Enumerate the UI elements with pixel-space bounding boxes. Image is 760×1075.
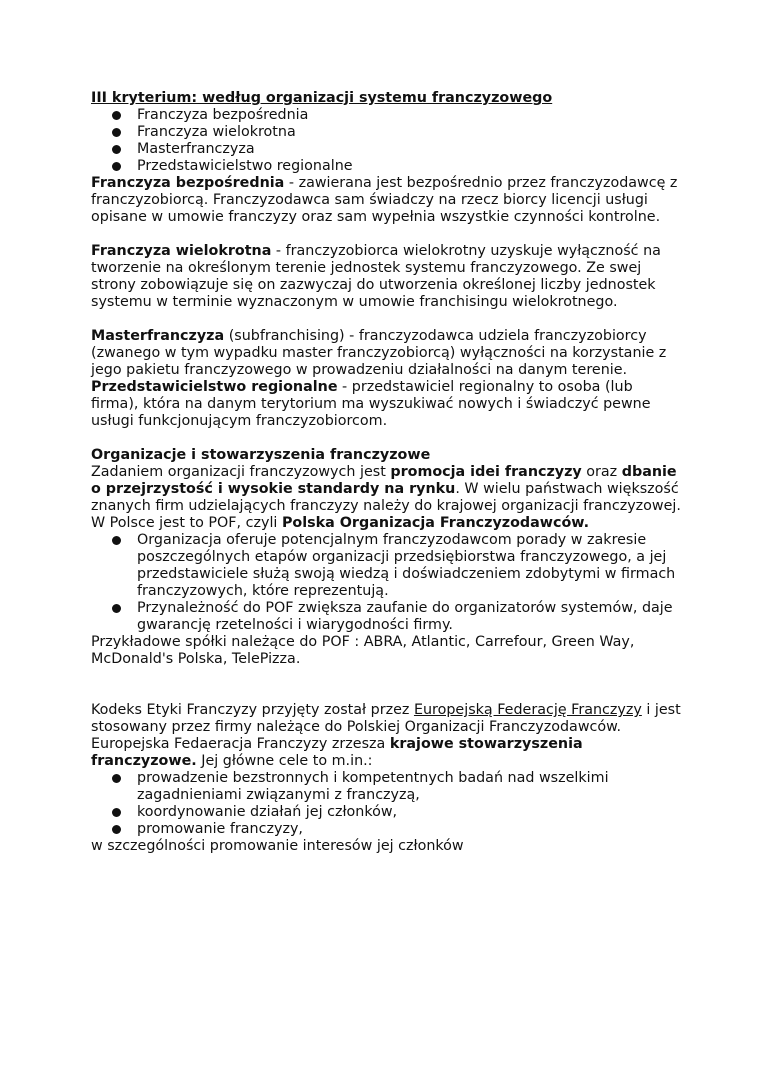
list-item: koordynowanie działań jej członków, xyxy=(91,804,681,821)
list-item: Franczyza bezpośrednia xyxy=(91,107,681,124)
list-item: Przynależność do POF zwiększa zaufanie do organizatorów systemów, daje gwarancję rzetelności i wiarygodności firmy. xyxy=(91,600,681,634)
list-item: prowadzenie bezstronnych i kompetentnych badań nad wszelkimi zagadnieniami związanymi z franczyzą, xyxy=(91,770,681,804)
bullet-icon xyxy=(112,111,121,120)
direct-franchise-paragraph: Franczyza bezpośrednia - zawierana jest bezpośrednio przez franczyzodawcę z franczyzobiorcą. Franczyzodawca sam świadczy na rzecz biorcy licencji usługi opisane w umowie franczyzy oraz sam wypełnia wszystkie czynności kontrolne. xyxy=(91,175,678,225)
master-franchise-paragraph: Masterfranczyza (subfranchising) - franczyzodawca udziela franczyzobiorcy (zwanego w tym wypadku master franczyzobiorcą) wyłączności na korzystanie z jego pakietu franczyzowego w prowadzeniu działalności na danym terenie. xyxy=(91,328,667,378)
list-item: Przedstawicielstwo regionalne xyxy=(91,158,681,175)
bullet-icon xyxy=(112,604,121,613)
ethics-goals-list xyxy=(91,770,681,838)
term-label: Masterfranczyza xyxy=(91,328,225,344)
bullet-icon xyxy=(112,145,121,154)
bullet-icon xyxy=(112,128,121,137)
regional-representation-paragraph: Przedstawicielstwo regionalne - przedstawiciel regionalny to osoba (lub firma), która na danym terytorium ma wyszukiwać nowych i świadczyć pewne usługi funkcjonującym franczyzobiorcom. xyxy=(91,379,651,429)
term-label: Przedstawicielstwo regionalne xyxy=(91,379,338,395)
document-page xyxy=(91,90,681,855)
list-item: Organizacja oferuje potencjalnym franczyzodawcom porady w zakresie poszczególnych etapów organizacji przedsiębiorstwa franczyzowego, a jej przedstawiciele służą swoją wiedzą i doświadczeniem zdobytymi w firmach franczyzowych, które reprezentują. xyxy=(91,532,681,600)
ethics-closing-line: w szczególności promowanie interesów jej członków xyxy=(91,838,464,854)
ethics-code-paragraph: Kodeks Etyki Franczyzy przyjęty został przez Europejską Federację Franczyzy i jest stosowany przez firmy należące do Polskiej Organizacji Franczyzodawców. Europejska Fedaeracja Franczyzy zrzesza krajowe stowarzyszenia franczyzowe. Jej główne cele to m.in.: xyxy=(91,702,681,769)
bullet-icon xyxy=(112,825,121,834)
list-item: Franczyza wielokrotna xyxy=(91,124,681,141)
bullet-icon xyxy=(112,162,121,171)
term-label: Franczyza wielokrotna xyxy=(91,243,272,259)
european-franchise-federation-link[interactable]: Europejską Federację Franczyzy xyxy=(413,702,642,718)
pof-list xyxy=(91,532,681,634)
bullet-icon xyxy=(112,774,121,783)
pof-paragraph: W Polsce jest to POF, czyli Polska Organizacja Franczyzodawców. xyxy=(91,515,590,531)
organizations-heading: Organizacje i stowarzyszenia franczyzowe xyxy=(91,447,431,463)
term-label: Franczyza bezpośrednia xyxy=(91,175,285,191)
section-heading-criterion-3: III kryterium: według organizacji systemu franczyzowego xyxy=(91,90,553,106)
list-item: promowanie franczyzy, xyxy=(91,821,681,838)
bullet-icon xyxy=(112,808,121,817)
multiple-franchise-paragraph: Franczyza wielokrotna - franczyzobiorca wielokrotny uzyskuje wyłączność na tworzenie na określonym terenie jednostek systemu franczyzowego. Ze swej strony zobowiązuje się on zazwyczaj do utworzenia określonej liczby jednostek systemu w terminie wyznaczonym w umowie franchisingu wielokrotnego. xyxy=(91,243,661,310)
list-item: Masterfranczyza xyxy=(91,141,681,158)
pof-examples-paragraph: Przykładowe spółki należące do POF : ABRA, Atlantic, Carrefour, Green Way, McDonald's Polska, TelePizza. xyxy=(91,634,635,667)
organizations-paragraph: Zadaniem organizacji franczyzowych jest promocja idei franczyzy oraz dbanie o przejrzystość i wysokie standardy na rynku. W wielu państwach większość znanych firm udzielających franczyzy należy do krajowej organizacji franczyzowej. xyxy=(91,464,681,514)
criterion-3-list xyxy=(91,107,681,175)
bullet-icon xyxy=(112,536,121,545)
